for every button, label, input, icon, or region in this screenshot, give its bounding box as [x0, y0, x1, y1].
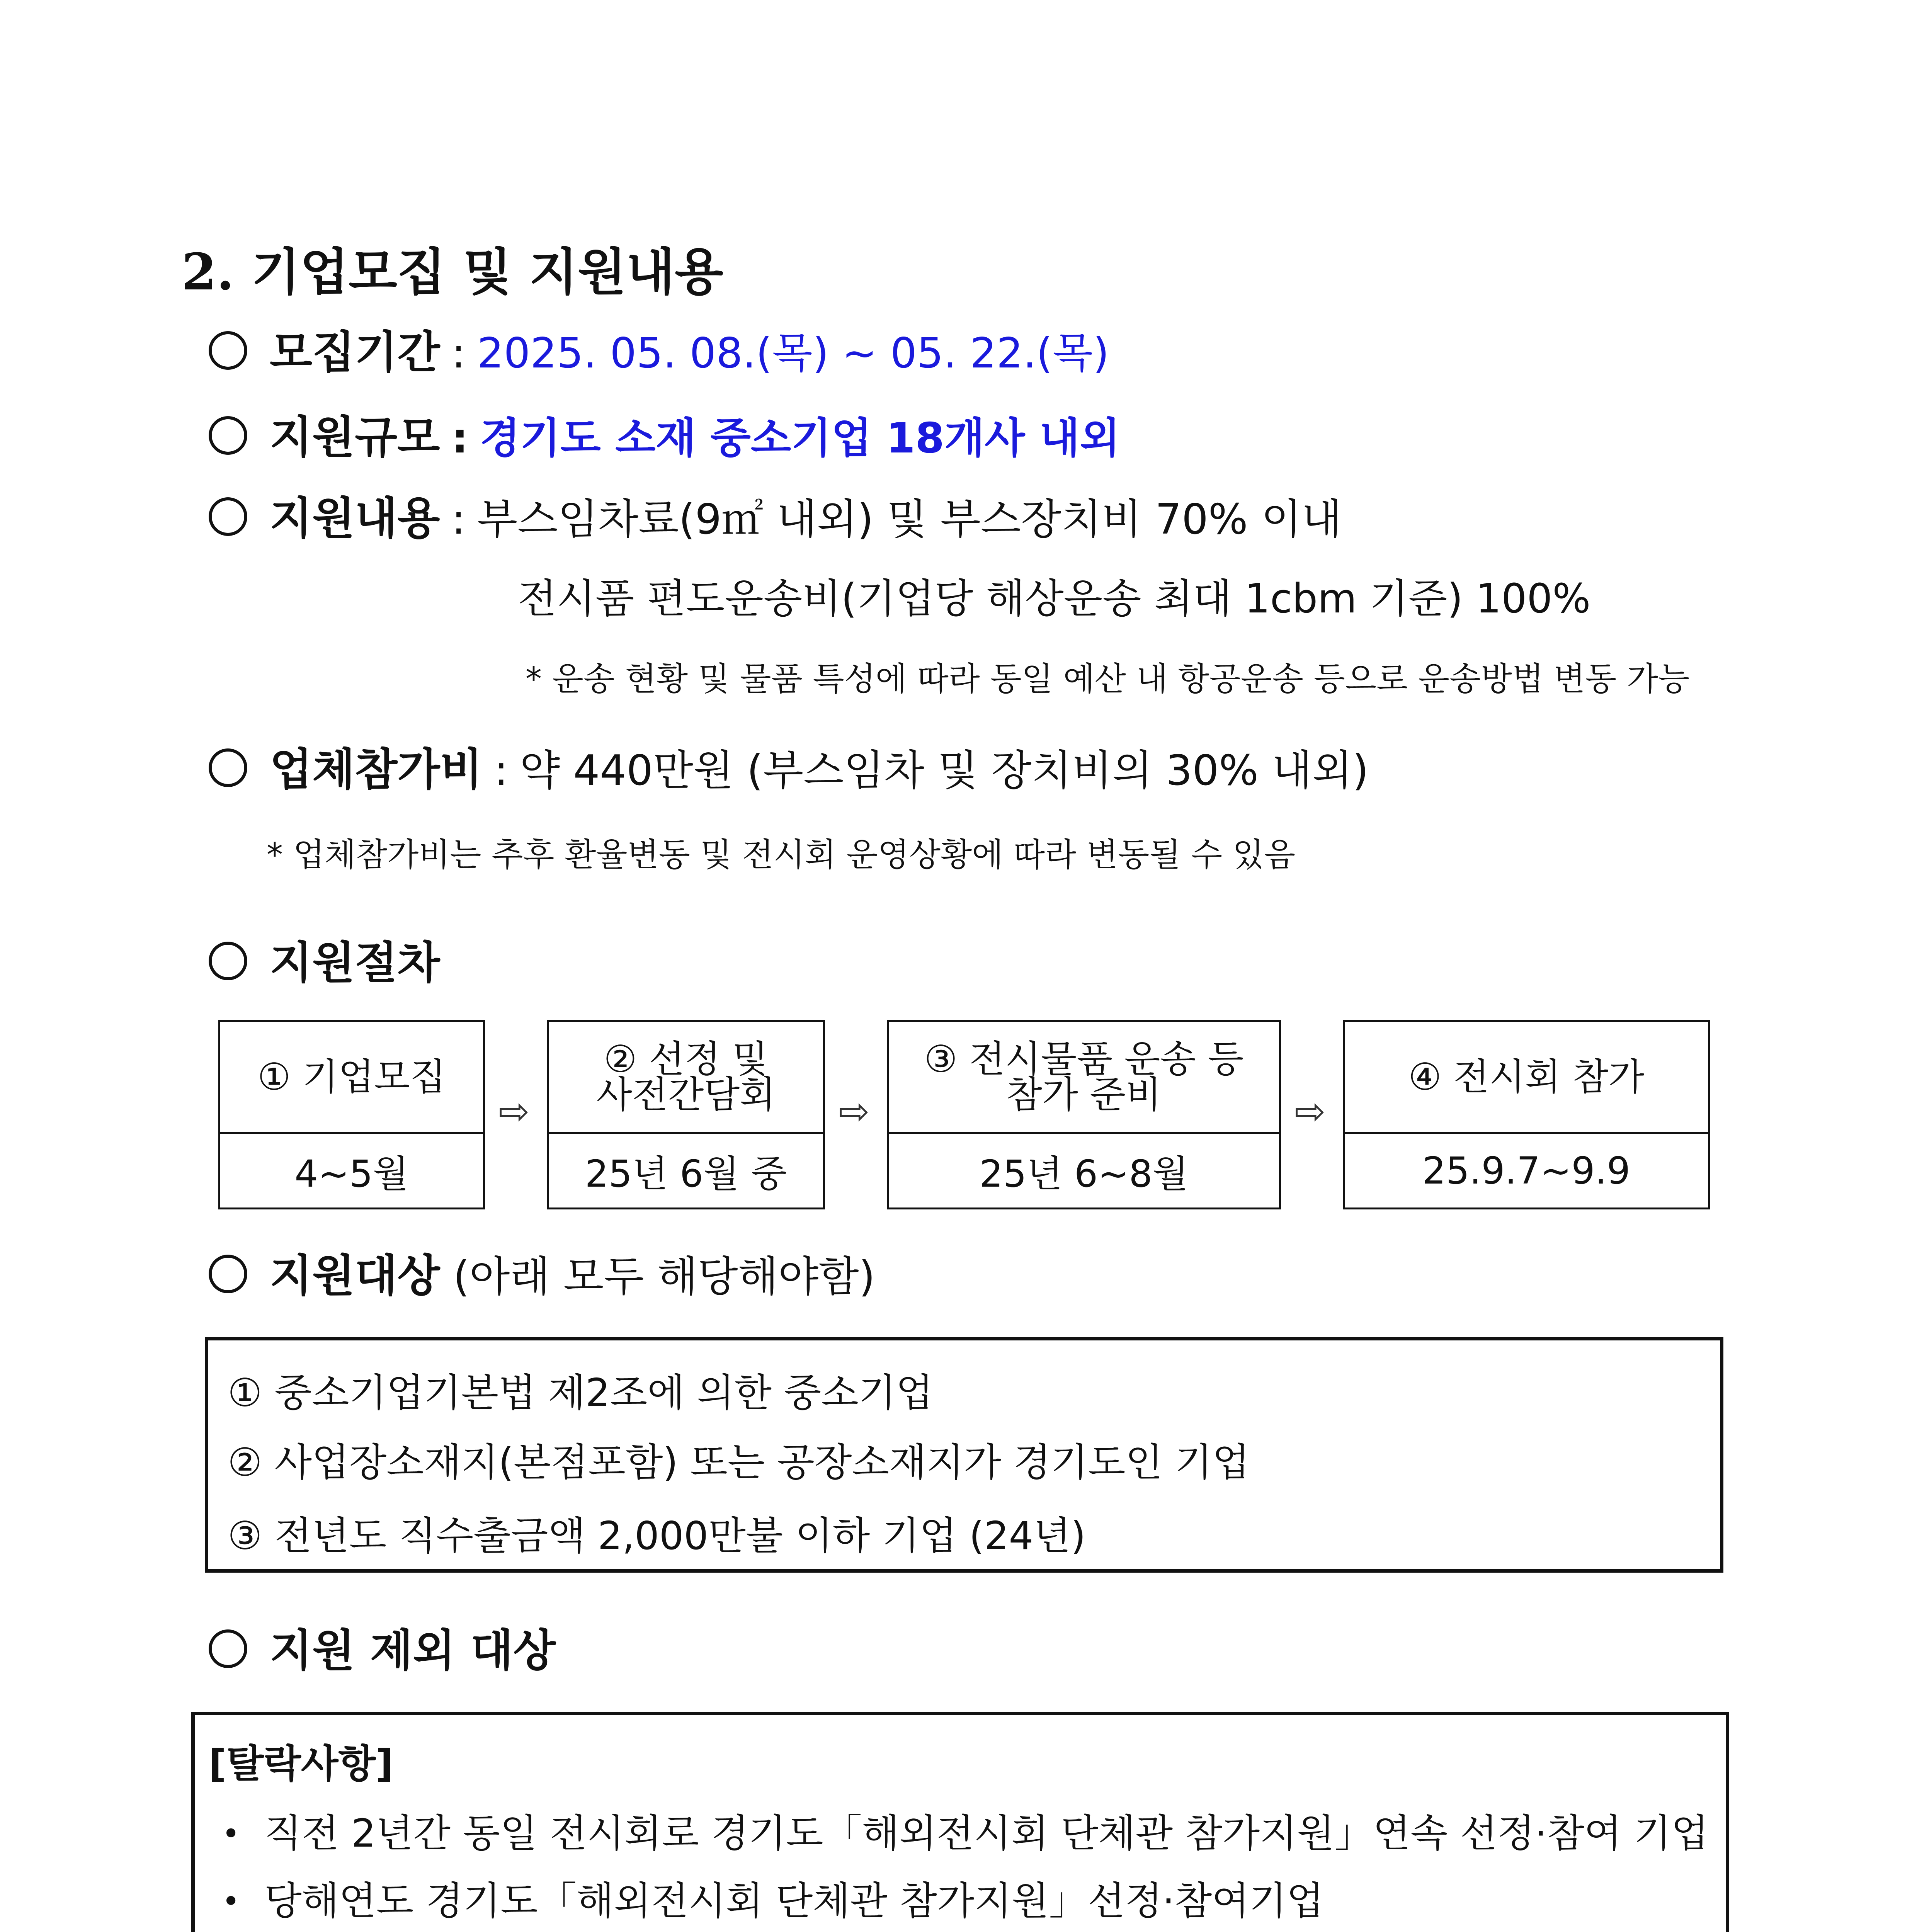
procedure-step-period: 25년 6~8월: [979, 1152, 1189, 1196]
arrow-right-icon: ⇨: [498, 1090, 530, 1133]
drop-item: [222, 1870, 1324, 1925]
exclusion-label: 지원 제외 대상: [270, 1625, 556, 1676]
circle-bullet-icon: [209, 1629, 247, 1668]
content-note: * 운송 현황 및 물품 특성에 따라 동일 예산 내 항공운송 등으로 운송방법 변동 가능: [526, 660, 1690, 698]
scale-sep: :: [451, 414, 468, 463]
fee-line: [209, 734, 1369, 798]
drop-item-text: 당해연도 경기도「해외전시회 단체관 참가지원」선정·참여기업: [264, 1878, 1324, 1923]
scale-label: 지원규모: [270, 412, 440, 463]
target-line: [209, 1240, 875, 1304]
procedure-step-title: [1345, 1022, 1708, 1134]
drop-item-text: 직전 2년간 동일 전시회로 경기도「해외전시회 단체관 참가지원」연속 선정·참여 기업: [264, 1811, 1709, 1856]
content-line2: 전시품 편도운송비(기업당 해상운송 최대 1cbm 기준) 100%: [518, 575, 1591, 622]
recruit-line: [209, 317, 1109, 380]
fee-note: * 업체참가비는 추후 환율변동 및 전시회 운영상황에 따라 변동될 수 있음: [267, 836, 1296, 874]
fee-value: 약 440만원 (부스임차 및 장치비의 30% 내외): [520, 747, 1369, 795]
procedure-step-line1: ③ 전시물품 운송 등: [924, 1037, 1244, 1081]
procedure-step-4: [1343, 1020, 1710, 1209]
target-label: 지원대상: [270, 1250, 440, 1301]
arrow-right-icon: ⇨: [1294, 1090, 1326, 1133]
procedure-step-line1: ② 선정 및: [604, 1037, 768, 1081]
procedure-step-2: [547, 1020, 825, 1209]
circle-bullet-icon: [209, 1255, 247, 1293]
procedure-step-title: [889, 1022, 1279, 1134]
procedure-label: 지원절차: [270, 937, 440, 988]
circle-bullet-icon: [209, 331, 247, 370]
content-line1: 부스임차료(9㎡ 내외) 및 부스장치비 70% 이내: [477, 495, 1342, 544]
bullet-icon: •: [222, 1816, 240, 1852]
circle-bullet-icon: [209, 416, 247, 455]
target-item: ③ 전년도 직수출금액 2,000만불 이하 기업 (24년): [228, 1513, 1086, 1558]
recruit-sep: :: [451, 329, 466, 378]
target-item: ① 중소기업기본법 제2조에 의한 중소기업: [228, 1370, 934, 1415]
circle-bullet-icon: [209, 497, 247, 536]
procedure-step-3: [887, 1020, 1281, 1209]
content-label: 지원내용: [270, 493, 440, 544]
procedure-step-1: [218, 1020, 485, 1209]
target-item: ② 사업장소재지(본점포함) 또는 공장소재지가 경기도인 기업: [228, 1440, 1250, 1485]
circle-bullet-icon: [209, 942, 247, 980]
exclusion-line: [209, 1615, 556, 1679]
recruit-label: 모집기간: [270, 327, 440, 378]
procedure-step-line1: ① 기업모집: [257, 1055, 446, 1099]
procedure-step-title: [220, 1022, 483, 1134]
procedure-line: [209, 927, 440, 991]
procedure-step-line2: 참가 준비: [1006, 1073, 1162, 1116]
fee-label: 업체참가비: [270, 744, 483, 795]
content-line: [209, 483, 1342, 546]
bullet-icon: •: [222, 1883, 240, 1919]
recruit-value: 2025. 05. 08.(목) ~ 05. 22.(목): [477, 329, 1109, 378]
circle-bullet-icon: [209, 748, 247, 787]
exclusion-box: [191, 1712, 1729, 1932]
scale-line: [209, 402, 1120, 465]
drop-item: [222, 1802, 1709, 1858]
section-title: 2. 기업모집 및 지원내용: [182, 242, 723, 301]
procedure-step-period: 25.9.7~9.9: [1422, 1149, 1631, 1192]
content-sep: :: [451, 495, 466, 544]
scale-value: 경기도 소재 중소기업 18개사 내외: [480, 414, 1120, 463]
fee-sep: :: [494, 747, 509, 795]
target-box: [205, 1337, 1723, 1573]
procedure-step-period: 25년 6월 중: [585, 1152, 787, 1196]
drop-head: [탈락사항]: [209, 1741, 393, 1786]
procedure-step-period: 4~5월: [294, 1152, 409, 1196]
procedure-step-line1: ④ 전시회 참가: [1408, 1055, 1645, 1099]
procedure-step-title: [549, 1022, 823, 1134]
target-sublabel: (아래 모두 해당해야함): [453, 1253, 875, 1301]
procedure-step-line2: 사전간담회: [596, 1073, 776, 1116]
arrow-right-icon: ⇨: [839, 1090, 870, 1133]
